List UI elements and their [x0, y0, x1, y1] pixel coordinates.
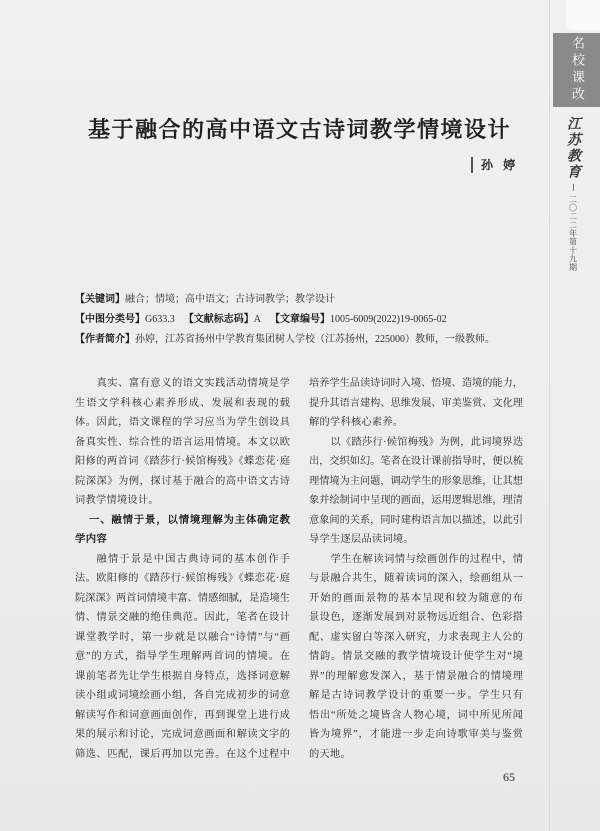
text-line: 阳修的两首词《踏莎行·候馆梅残》《蝶恋花·庭	[75, 456, 291, 467]
masthead-separator	[573, 184, 574, 191]
article-number: 1005-6009(2022)19-0065-02	[329, 314, 447, 325]
doc-code: A	[253, 314, 261, 325]
text-line: 解的学科核心素养。	[309, 417, 404, 428]
column-tab	[553, 33, 600, 107]
article-author: 孙 婷	[481, 158, 519, 172]
page-number: 65	[503, 770, 515, 784]
classification-row	[75, 310, 495, 330]
heading-line: 学内容	[75, 533, 108, 545]
author-bio-row	[75, 330, 495, 350]
text-line: 情、情景交融的绝佳典范。因此，笔者在设计	[75, 612, 291, 623]
paragraph	[309, 550, 523, 765]
heading-line: 一、融情于景，以情境理解为主体确定教	[89, 513, 291, 526]
journal-masthead	[556, 116, 590, 272]
text-line: 备真实性、综合性的语言运用情境。本文以欧	[75, 436, 291, 448]
text-line: 体。因此，语文课程的学习应当为学生创设具	[75, 417, 291, 428]
body-column-right	[309, 374, 523, 764]
text-line: 筛选、匹配，课后再加以完善。在这个过程中	[75, 748, 291, 760]
text-line: 配、虚实留白等深入研究，力求表现主人公的	[309, 631, 524, 643]
keywords: 融合；情境；高中语文；古诗词教学；教学设计	[125, 294, 335, 305]
paragraph	[309, 433, 523, 550]
text-line: 导学生逐层品读词境。	[309, 534, 414, 545]
article-title: 基于融合的高中语文古诗词教学情境设计	[88, 118, 512, 143]
text-line: 院深深》为例，探讨基于融合的高中语文古诗	[75, 475, 291, 487]
text-line: 生语文学科核心素养形成、发展和表现的载	[75, 397, 292, 409]
text-line: 悟出“所处之境皆含人物心境，词中所见所闻	[309, 709, 524, 721]
text-line: 课前笔者先让学生根据自身特点，选择词意解	[75, 670, 291, 682]
author-bio: 孙婷，江苏省扬州中学教育集团树人学校（江苏扬州，225000）教师，一级教师。	[135, 334, 495, 345]
text-line: 出，交织如幻。笔者在设计课前指导时，便以梳	[309, 456, 524, 467]
journal-issue: 二〇二二年第十九期	[568, 195, 578, 272]
text-line: 培养学生品读诗词时入境、悟境、造境的能力，	[309, 378, 524, 389]
paragraph	[75, 374, 290, 511]
text-line: 意”的方式，指导学生理解两首词的情境。在	[75, 651, 291, 662]
text-line: 解是古诗词教学设计的重要一步。学生只有	[309, 690, 525, 701]
text-line: 词教学情境设计。	[75, 495, 159, 506]
text-line: 的天地。	[309, 748, 351, 760]
doc-code-label: 【文献标志码】	[183, 314, 254, 325]
text-line: 学生在解读词情与绘画创作的过程中，情	[330, 553, 524, 565]
keywords-label: 【关键词】	[75, 294, 125, 305]
text-line: 景设色，逐渐发展到对景物远近组合、色彩搭	[309, 612, 524, 623]
text-line: 界”的理解愈发深入，基于情景融合的情境理	[309, 670, 524, 682]
article-number-label: 【文章编号】	[269, 314, 330, 325]
page-corner	[566, 0, 600, 30]
text-line: 真实、富有意义的语文实践活动情境是学	[96, 378, 291, 389]
author-bio-label: 【作者简介】	[75, 334, 135, 345]
clc-label: 【中图分类号】	[75, 314, 145, 325]
body-column-left	[75, 374, 290, 764]
author-bar	[471, 157, 473, 173]
text-line: 读小组或词境绘画小组，各自完成初步的词意	[75, 690, 291, 701]
column-tab-label: 名校课改	[569, 36, 584, 104]
text-line: 课堂教学时，第一步就是以融合“诗情”与“画	[75, 631, 291, 643]
text-line: 情韵。情景交融的教学情境设计使学生对“境	[309, 651, 524, 662]
text-line: 融情于景是中国古典诗词的基本创作手	[96, 553, 292, 565]
text-line: 皆为境界”，才能进一步走向诗歌审美与鉴赏	[309, 729, 524, 740]
journal-name: 江苏教育	[565, 116, 581, 180]
text-line: 法。欧阳修的《踏莎行·候馆梅残》《蝶恋花·庭	[75, 573, 291, 584]
margin-rule	[549, 0, 550, 831]
text-line: 与景融合共生，随着读词的深入，绘画组从一	[309, 573, 524, 584]
paragraph	[75, 550, 290, 765]
text-line: 解读写作和词意画面创作，再到课堂上进行成	[75, 709, 291, 721]
text-line: 院深深》两首词情境丰富、情感细腻，是造境生	[75, 592, 291, 604]
text-line: 以《踏莎行·候馆梅残》为例，此词境界迭	[330, 436, 524, 448]
section-heading	[75, 511, 290, 550]
article-metadata	[75, 290, 495, 350]
text-line: 象并绘制词中呈现的画面，运用逻辑思维，理清	[309, 495, 524, 506]
text-line: 提升其语言建构、思维发展、审美鉴赏、文化理	[309, 397, 524, 409]
text-line: 开始的画面景物的基本呈现和较为随意的布	[309, 592, 525, 604]
paragraph	[309, 374, 523, 433]
text-line: 果的展示和讨论，完成词意画面和解读文字的	[75, 729, 291, 740]
clc-number: G633.3	[145, 314, 175, 325]
text-line: 理情境为主问题，调动学生的形象思维，让其想	[309, 475, 524, 487]
text-line: 意象间的关系，同时建构语言加以描述，以此引	[309, 514, 524, 526]
keywords-row	[75, 290, 495, 310]
